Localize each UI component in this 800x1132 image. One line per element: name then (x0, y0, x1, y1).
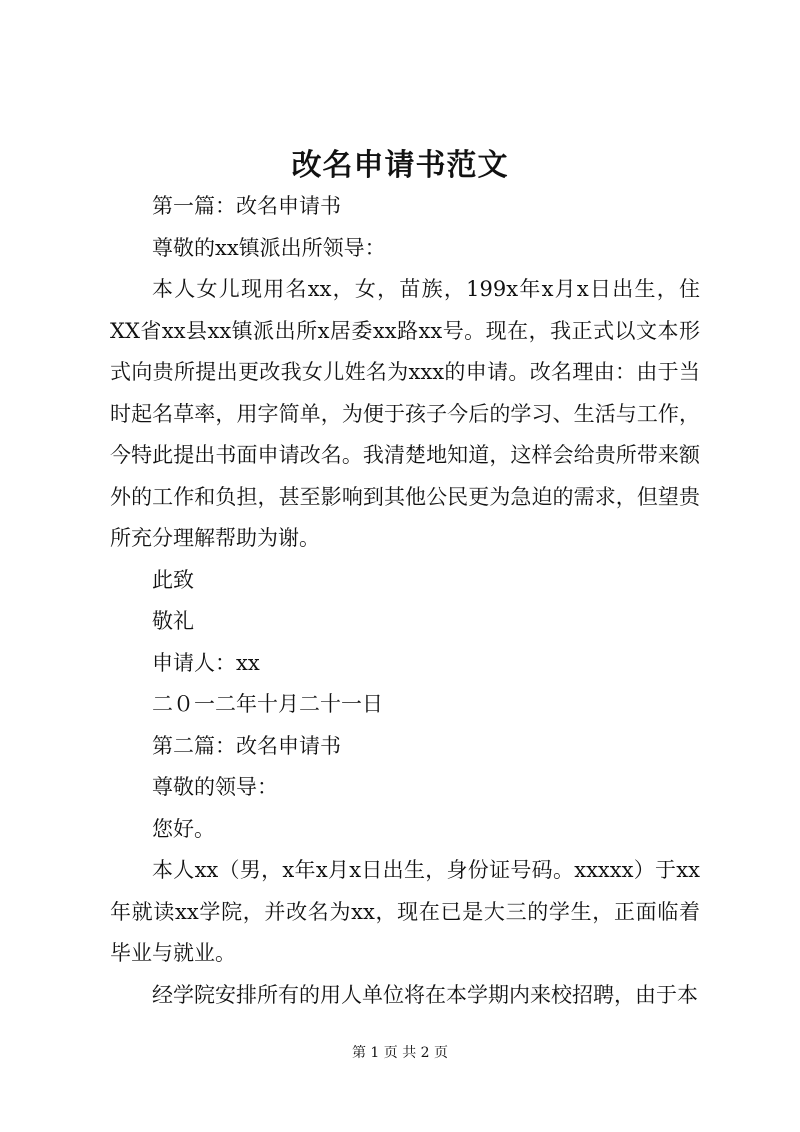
salutation-2: 尊敬的领导： (152, 775, 278, 799)
document-title: 改名申请书范文 (291, 148, 509, 183)
body-paragraph-1: 本人女儿现用名xx，女，苗族，199x年x月x日出生，住XX省xx县xx镇派出所x居委xx路xx号。现在，我正式以文本形式向贵所提出更改我女儿姓名为xxx的申请。改名理由：由于当时起名草率，用字简单，为便于孩子今后的学习、生活与工作，今特此提出书面申请改名。我清楚地知道，这样会给贵所带来额外的工作和负担，甚至影响到其他公民更为急迫的需求，但望贵所充分理解帮助为谢。 (110, 277, 700, 550)
salutation-1: 尊敬的xx镇派出所领导： (152, 235, 386, 260)
section-heading-2: 第二篇：改名申请书 (152, 733, 341, 758)
closing-regards: 敬礼 (152, 609, 194, 633)
closing-phrase: 此致 (152, 567, 194, 592)
section-heading-1: 第一篇：改名申请书 (152, 194, 341, 218)
document-body (110, 186, 700, 1016)
page-footer: 第 1 页 共 2 页 (351, 1045, 449, 1061)
applicant-line: 申请人：xx (152, 650, 260, 675)
body-paragraph-2: 本人xx（男，x年x月x日出生，身份证号码。xxxxx）于xx年就读xx学院，并改名为xx，现在已是大三的学生，正面临着毕业与就业。 (110, 858, 700, 965)
date-line: 二０一二年十月二十一日 (152, 692, 383, 716)
body-paragraph-3: 经学院安排所有的用人单位将在本学期内来校招聘，由于本 (152, 982, 698, 1007)
greeting: 您好。 (152, 816, 215, 841)
